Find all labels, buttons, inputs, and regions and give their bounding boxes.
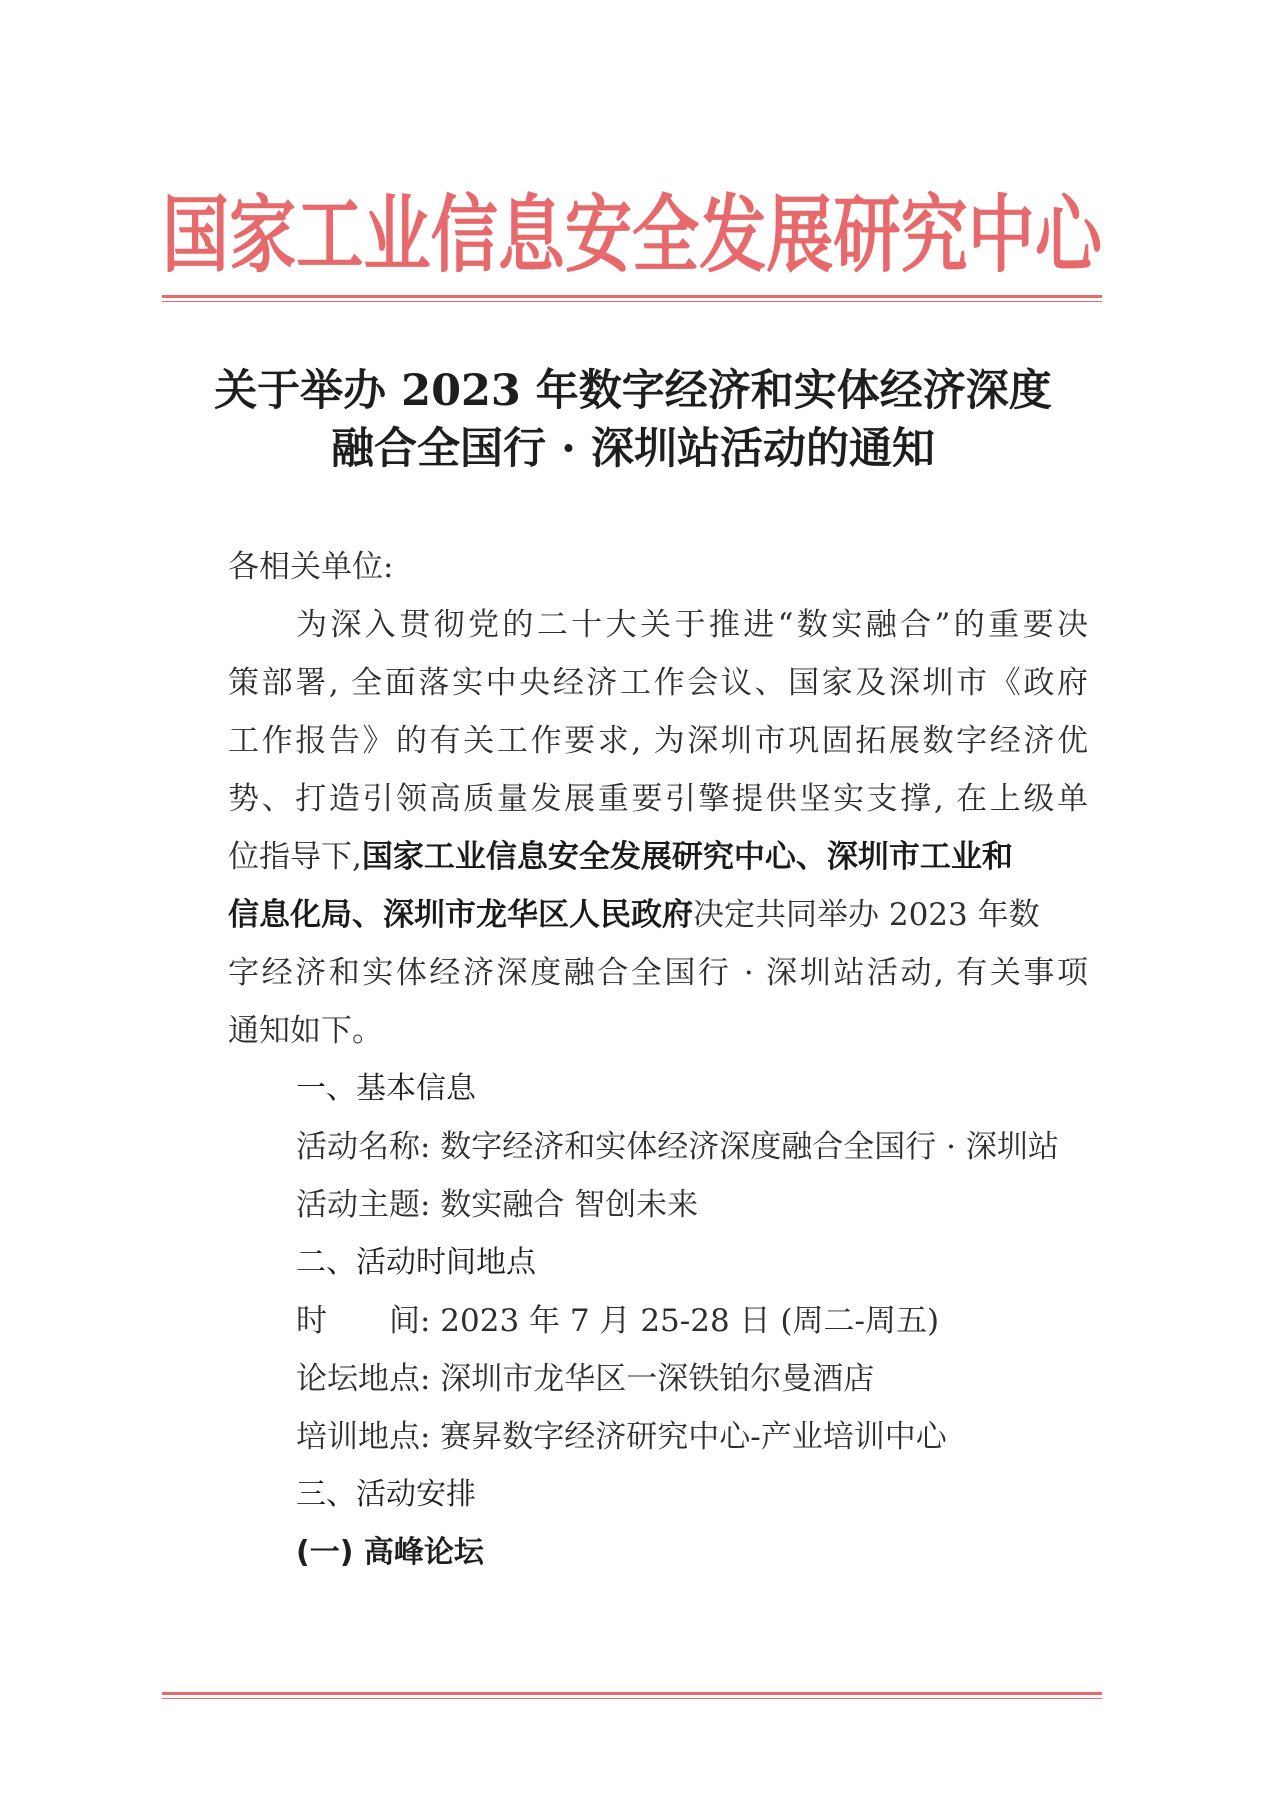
body-text: 决定共同举办 2023 年数 [693,897,1040,933]
section-heading-basic-info: 一、基本信息 [296,1071,476,1106]
letterhead-red-rule [162,295,1102,298]
body-line: 策部署, 全面落实中央经济工作会议、国家及深圳市《政府 [228,665,1088,701]
body-text: 位指导下, [228,839,362,875]
body-line [228,886,1088,944]
section-heading-arrangements: 三、活动安排 [296,1477,476,1512]
event-name: 活动名称: 数字经济和实体经济深度融合全国行 · 深圳站 [296,1129,1059,1165]
body-line: 为深入贯彻党的二十大关于推进“数实融合”的重要决 [296,607,1088,643]
body-line: 工作报告》的有关工作要求, 为深圳市巩固拓展数字经济优 [228,723,1088,759]
salutation: 各相关单位: [228,549,394,585]
organizer-names-bold: 信息化局、深圳市龙华区人民政府 [228,897,693,933]
event-theme: 活动主题: 数实融合 智创未来 [296,1187,699,1223]
section-heading-time-venue: 二、活动时间地点 [296,1245,536,1280]
forum-venue: 论坛地点: 深圳市龙华区一深铁铂尔曼酒店 [296,1361,875,1397]
event-time: 时 间: 2023 年 7 月 25-28 日 (周二-周五) [296,1303,940,1339]
notice-title-line-1: 关于举办 2023 年数字经济和实体经济深度 [214,366,1052,416]
notice-title-line-2: 融合全国行 · 深圳站活动的通知 [331,424,935,474]
body-line: 字经济和实体经济深度融合全国行 · 深圳站活动, 有关事项 [228,955,1088,991]
body-line: 势、打造引领高质量发展重要引擎提供坚实支撑, 在上级单 [228,781,1088,817]
subsection-heading-summit: (一) 高峰论坛 [296,1535,484,1570]
letterhead-org-name: 国家工业信息安全发展研究中心 [162,186,1103,284]
training-venue: 培训地点: 赛昇数字经济研究中心-产业培训中心 [296,1419,947,1455]
body-line: 通知如下。 [228,1013,383,1049]
organizer-names-bold: 国家工业信息安全发展研究中心、深圳市工业和 [361,839,1013,875]
body-line [228,828,1088,886]
footer-red-rule [162,1692,1102,1695]
